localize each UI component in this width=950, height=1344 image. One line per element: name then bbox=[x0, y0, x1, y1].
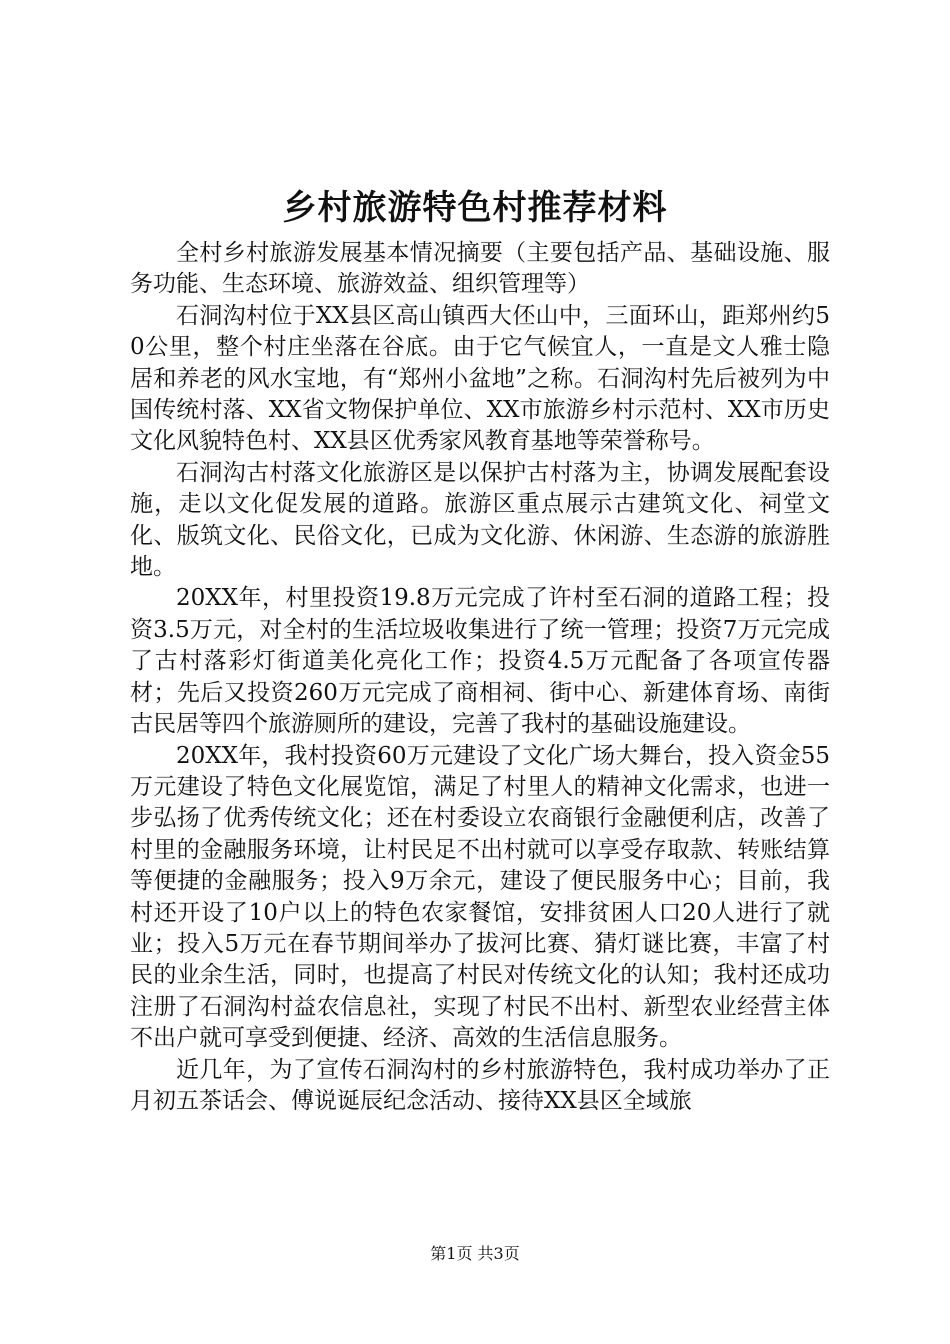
paragraph-promotion: 近几年，为了宣传石洞沟村的乡村旅游特色，我村成功举办了正月初五茶话会、傅说诞辰纪念活动、接待XX县区全域旅 bbox=[130, 1056, 830, 1114]
page-footer: 第1页 共3页 bbox=[430, 1244, 520, 1263]
paragraph-summary: 全村乡村旅游发展基本情况摘要（主要包括产品、基础设施、服务功能、生态环境、旅游效益、组织管理等） bbox=[130, 240, 830, 298]
paragraph-infrastructure: 20XX年，村里投资19.8万元完成了许村至石洞的道路工程；投资3.5万元，对全村的生活垃圾收集进行了统一管理；投资7万元完成了古村落彩灯街道美化亮化工作；投资4.5万元配备了各项宣传器材；先后又投资260万元完成了商相祠、街中心、新建体育场、南街古民居等四个旅游厕所的建设，完善了我村的基础设施建设。 bbox=[130, 585, 830, 738]
paragraph-location: 石洞沟村位于XX县区高山镇西大伾山中，三面环山，距郑州约50公里，整个村庄坐落在谷底。由于它气候宜人，一直是文人雅士隐居和养老的风水宝地，有“郑州小盆地”之称。石洞沟村先后被列为中国传统村落、XX省文物保护单位、XX市旅游乡村示范村、XX市历史文化风貌特色村、XX县区优秀家风教育基地等荣誉称号。 bbox=[130, 302, 830, 455]
document-body bbox=[130, 238, 830, 1117]
document-title: 乡村旅游特色村推荐材料 bbox=[282, 188, 668, 228]
paragraph-tourism-area: 石洞沟古村落文化旅游区是以保护古村落为主，协调发展配套设施，走以文化促发展的道路。旅游区重点展示古建筑文化、祠堂文化、版筑文化、民俗文化，已成为文化游、休闲游、生态游的旅游胜地。 bbox=[130, 459, 830, 581]
paragraph-culture-services: 20XX年，我村投资60万元建设了文化广场大舞台，投入资金55万元建设了特色文化展览馆，满足了村里人的精神文化需求，也进一步弘扬了优秀传统文化；还在村委设立农商银行金融便利店，改善了村里的金融服务环境，让村民足不出村就可以享受存取款、转账结算等便捷的金融服务；投入9万余元，建设了便民服务中心；目前，我村还开设了10户以上的特色农家餐馆，安排贫困人口20人进行了就业；投入5万元在春节期间举办了拔河比赛、猜灯谜比赛，丰富了村民的业余生活，同时，也提高了村民对传统文化的认知；我村还成功注册了石洞沟村益农信息社，实现了村民不出村、新型农业经营主体不出户就可享受到便捷、经济、高效的生活信息服务。 bbox=[130, 742, 830, 1052]
